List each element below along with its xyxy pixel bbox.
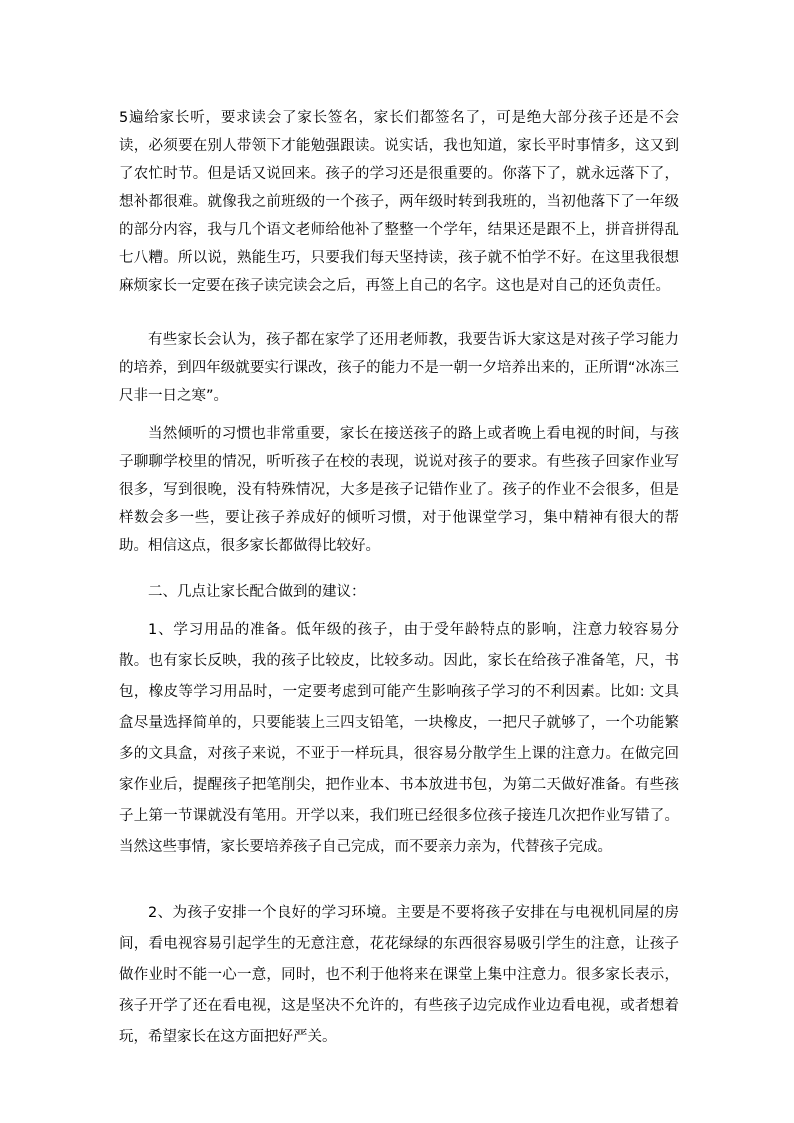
paragraph-reading-signature: 5遍给家长听，要求读会了家长签名，家长们都签名了，可是绝大部分孩子还是不会读，必须要在别人带领下才能勉强跟读。说实话，我也知道，家长平时事情多，这又到了农忙时节。但是话又说回来。孩子的学习还是很重要的。你落下了，就永远落下了，想补都很难。就像我之前班级的一个孩子，两年级时转到我班的，当初他落下了一年级的部分内容，我与几个语文老师给他补了整整一个学年，结果还是跟不上，拼音拼得乱七八糟。所以说，熟能生巧，只要我们每天坚持读，孩子就不怕学不好。在这里我很想麻烦家长一定要在孩子读完读会之后，再签上自己的名字。这也是对自己的还负责任。 (119, 110, 679, 294)
paragraph-learning-ability: 有些家长会认为，孩子都在家学了还用老师教，我要告诉大家这是对孩子学习能力的培养，到四年级就要实行课改，孩子的能力不是一朝一夕培养出来的，正所谓“冰冻三尺非一日之寒”。 (119, 332, 679, 404)
paragraph-study-environment: 2、为孩子安排一个良好的学习环境。主要是不要将孩子安排在与电视机同屋的房间，看电视容易引起学生的无意注意，花花绿绿的东西很容易吸引学生的注意，让孩子做作业时不能一心一意，同时，也不利于他将来在课堂上集中注意力。很多家长表示，孩子开学了还在看电视，这是坚决不允许的，有些孩子边完成作业边看电视，或者想着玩，希望家长在这方面把好严关。 (119, 905, 679, 1045)
section-heading-suggestions: 二、几点让家长配合做到的建议： (148, 584, 366, 600)
paragraph-listening-habit: 当然倾听的习惯也非常重要，家长在接送孩子的路上或者晚上看电视的时间，与孩子聊聊学校里的情况，听听孩子在校的表现，说说对孩子的要求。有些孩子回家作业写很多，写到很晚，没有特殊情况，大多是孩子记错作业了。孩子的作业不会很多，但是样数会多一些，要让孩子养成好的倾听习惯，对于他课堂学习，集中精神有很大的帮助。相信这点，很多家长都做得比较好。 (119, 426, 679, 554)
paragraph-study-supplies: 1、学习用品的准备。低年级的孩子，由于受年龄特点的影响，注意力较容易分散。也有家长反映，我的孩子比较皮，比较多动。因此，家长在给孩子准备笔，尺，书包，橡皮等学习用品时，一定要考虑到可能产生影响孩子学习的不利因素。比如: 文具盒尽量选择简单的，只要能装上三四支铅笔，一块橡皮，一把尺子就够了，一个功能繁多的文具盒，对孩子来说，不亚于一样玩具，很容易分散学生上课的注意力。在做完回家作业后，提醒孩子把笔削尖，把作业本、书本放进书包，为第二天做好准备。有些孩子上第一节课就没有笔用。开学以来，我们班已经很多位孩子接连几次把作业写错了。当然这些事情，家长要培养孩子自己完成，而不要亲力亲为，代替孩子完成。 (119, 622, 679, 855)
